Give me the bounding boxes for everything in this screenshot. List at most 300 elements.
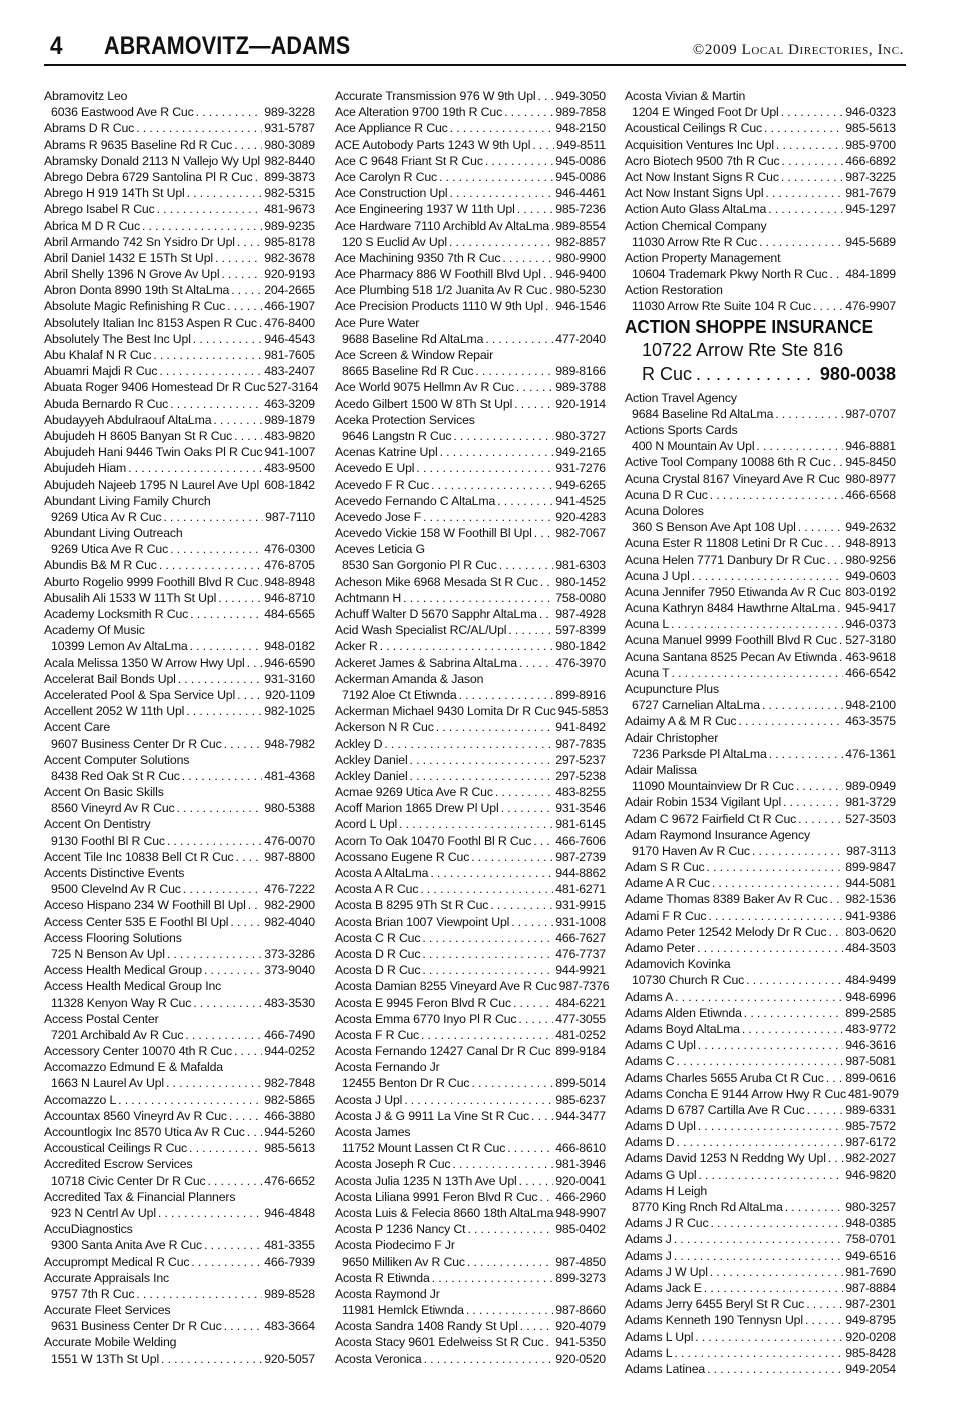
listing-name: Acupuncture Plus [625,682,719,696]
listing-name: Acuna Santana 8525 Pecan Av Etiwnda [625,649,837,664]
listing-name: Acuna Jennifer 7950 Etiwanda Av R Cuc [625,584,841,599]
listing-phone: 944-0252 [264,1044,315,1059]
listing-name: 9269 Utica Av R Cuc [51,509,162,524]
listing-name: Acosta D R Cuc [335,946,421,961]
listing-name: Accountax 8560 Vineyrd Av R Cuc [44,1108,227,1123]
leader-dots [705,859,844,875]
listing-name: AccuDiagnostics [44,1222,133,1237]
listing-name: 7192 Aloe Ct Etiwnda [342,687,457,702]
listing-phone: 466-7606 [555,833,606,848]
leader-dots [175,800,263,816]
listing-name: Adams L Upl [625,1329,694,1344]
listing-phone: 920-9193 [264,267,315,282]
listing-name: Acosta D R Cuc [335,963,421,978]
leader-dots [543,298,553,314]
listing-row [44,120,315,136]
leader-dots [796,519,843,535]
leader-dots [794,778,843,794]
listing-name: Ace Construction Upl [335,186,448,201]
listing-name: Accoustical Ceilings R Cuc [44,1141,188,1156]
leader-dots [232,1043,262,1059]
listing-phone: 758-0701 [845,1232,896,1247]
listing-row [625,519,896,535]
listing-row [335,1173,606,1189]
listing-phone: 466-7939 [264,1254,315,1269]
listing-phone: 476-8705 [264,558,315,573]
listing-row [625,1264,896,1280]
listing-row [44,736,315,752]
listing-name: Abu Khalaf N R Cuc [44,348,152,362]
listing-name: Acuna L [625,617,670,632]
listing-name: Accents Distinctive Events [44,866,185,880]
listing-row [335,250,606,266]
listing-row [335,800,606,816]
listing-name: Acosta C R Cuc [335,930,421,945]
listing-column-1 [44,88,319,1367]
listing-row [625,1005,896,1021]
listing-name: Abrego Isabel R Cuc [44,202,155,217]
listing-row [335,282,606,298]
leader-dots [232,428,262,444]
listing-row [625,1345,896,1361]
listing-name: Abrego H 919 14Th St Upl [44,186,185,201]
listing-name: Acosta Vivian & Martin [625,89,746,103]
listing-row [335,655,606,671]
featured-listing-phone: 980-0038 [819,363,896,384]
listing-name: Accomazzo Edmund E & Mafalda [44,1060,223,1075]
listing-name: Ace Carolyn R Cuc [335,169,438,184]
leader-dots [176,671,262,687]
listing-row [625,406,896,422]
leader-dots [168,541,262,557]
leader-dots [803,1312,843,1328]
leader-dots [708,1215,843,1231]
listing-phone: 803-0620 [845,924,896,939]
listing-column-3 [625,88,899,1377]
listing-name: Acosta Liliana 9991 Feron Blvd R Cuc [335,1189,538,1204]
listing-phone: 987-2739 [555,849,606,864]
listing-phone: 987-8660 [555,1303,606,1318]
listing-name: Adamovich Kovinka [625,957,731,972]
leader-dots [514,379,553,395]
leader-dots [219,266,262,282]
listing-phone: 483-8255 [555,785,606,800]
listing-name: Adam Raymond Insurance Agency [625,827,810,842]
listing-name: Act Now Instant Signs R Cuc [625,169,779,184]
listing-row [44,897,315,913]
listing-phone: 463-3575 [845,714,896,729]
copyright-notice: ©2009 Local Directories, Inc. [692,42,904,58]
listing-name: Acosta J & G 9911 La Vine St R Cuc [335,1108,530,1123]
listing-row [44,137,315,153]
listing-phone: 297-5238 [555,768,606,783]
listing-phone: 920-0041 [555,1173,606,1188]
listing-name: Acuna Manuel 9999 Foothill Blvd R Cuc [625,633,837,648]
listing-row [335,995,606,1011]
listing-name: Abrica M D R Cuc [44,218,140,233]
listing-phone: 941-8492 [555,720,606,735]
listing-name: Adami F R Cuc [625,908,707,923]
listing-phone: 987-8800 [264,849,315,864]
listing-row [335,606,606,622]
listing-phone: 466-1907 [264,299,315,314]
listing-phone: 920-4283 [555,509,606,524]
listing-name: Abramovitz Leo [44,89,128,103]
listing-heading [44,1059,315,1075]
listing-name: Adair Malissa [625,762,697,777]
listing-row [335,962,606,978]
listing-row [44,1173,315,1189]
listing-heading [44,978,315,994]
leader-dots [531,833,553,849]
listing-name: 8530 San Gorgonio Pl R Cuc [342,558,497,573]
listing-heading [335,347,606,363]
leader-dots [835,600,843,616]
leader-dots [493,784,553,800]
listing-name: Accessory Center 10070 4th R Cuc [44,1044,232,1059]
listing-name: Ackley D [335,736,383,751]
listing-name: Adams J [625,1248,672,1263]
listing-phone: 899-8916 [555,687,606,702]
leader-dots [706,908,843,924]
listing-name: 725 N Benson Av Upl [51,946,165,961]
listing-heading [44,816,315,832]
leader-dots [499,800,554,816]
listing-phone: 981-7690 [845,1264,896,1279]
listing-phone: 946-8881 [845,439,896,454]
listing-phone: 987-5081 [845,1054,896,1069]
listing-heading [335,412,606,428]
listing-name: Accredited Tax & Financial Planners [44,1189,236,1204]
listing-row [335,525,606,541]
listing-row [335,930,606,946]
listing-name: Adams Alden Etiwnda [625,1005,742,1020]
listing-row [44,1043,315,1059]
listing-name: Adams D 6787 Cartilla Ave R Cuc [625,1102,805,1117]
listing-name: Ace Engineering 1937 W 11th Upl [335,202,515,217]
listing-row [44,1140,315,1156]
listing-phone: 466-3880 [264,1108,315,1123]
leader-dots [831,454,843,470]
listing-heading [44,719,315,735]
listing-name: Abrego Debra 6729 Santolina Pl R Cuc [44,169,253,184]
listing-row [44,800,315,816]
listing-row [625,940,896,956]
listing-row [44,995,315,1011]
listing-row [625,1134,896,1150]
listing-phone: 931-3546 [555,801,606,816]
listing-row [335,153,606,169]
listing-name: Academy Of Music [44,623,145,638]
listing-phone: 931-7276 [555,461,606,476]
leader-dots [710,875,843,891]
listing-name: Adams J W Upl [625,1264,708,1279]
listing-name: Abudayyeh Abdulraouf AltaLma [44,412,212,427]
listing-phone: 758-0080 [555,590,606,605]
listing-name: Achuff Walter D 5670 Sapphr AltaLma [335,607,537,621]
leader-dots [429,477,553,493]
listing-phone: 989-9235 [264,218,315,233]
listing-name: Adams H Leigh [625,1183,708,1198]
listing-row [44,315,315,331]
listing-phone: 989-1879 [264,412,315,427]
listing-phone: 204-2665 [264,283,315,298]
listing-name: Adams Jack E [625,1280,702,1295]
listing-row [335,1075,606,1091]
listing-row [625,137,896,153]
listing-name: Acosta Damian 8255 Vineyard Ave R Cuc [335,979,557,994]
leader-dots [692,362,816,386]
listing-name: Acosta Sandra 1408 Randy St Upl [335,1319,518,1334]
leader-dots [693,1329,843,1345]
listing-name: Abujudeh Najeeb 1795 N Laurel Ave Upl [44,477,260,492]
leader-dots [465,1254,553,1270]
listing-name: Ackerman Michael 9430 Lomita Dr R Cuc [335,704,556,719]
listing-phone: 803-0192 [845,584,896,599]
listing-row [335,833,606,849]
listing-row [44,234,315,250]
listing-phone: 987-3113 [846,843,896,858]
listing-row [44,1351,315,1367]
listing-row [44,1254,315,1270]
leader-dots [421,509,553,525]
listing-row [44,946,315,962]
listing-row [44,169,315,185]
listing-name: Acossano Eugene R Cuc [335,849,470,864]
listing-phone: 980-3727 [555,428,606,443]
listing-row [335,104,606,120]
leader-dots [155,201,263,217]
leader-dots [168,396,262,412]
listing-phone: 982-8440 [264,153,315,168]
listing-name: Acevedo F R Cuc [335,477,430,492]
listing-phone: 948-2150 [555,121,606,136]
listing-heading [625,503,896,519]
leader-dots [796,811,843,827]
listing-name: Accelerat Bail Bonds Upl [44,671,176,686]
listing-row [335,379,606,395]
listing-heading [44,622,315,638]
listing-name: Acuna J Upl [625,568,690,583]
listing-row [625,1070,896,1086]
listing-row [335,1092,606,1108]
page-header [44,30,906,66]
listing-phone: 476-1361 [845,746,896,761]
listing-name: Acevedo Fernando C AltaLma [335,493,496,508]
listing-row [335,1351,606,1367]
listing-phone: 944-8862 [555,866,606,880]
listing-phone: 899-3273 [555,1270,606,1285]
listing-phone: 484-1899 [845,267,896,282]
listing-name: Access Postal Center [44,1011,159,1026]
listing-row [44,914,315,930]
listing-name: 8665 Baseline Rd R Cuc [342,364,474,379]
listing-name: Absolute Magic Refinishing R Cuc [44,299,226,314]
leader-dots [811,298,843,314]
leader-dots [708,1264,843,1280]
listing-row [625,778,896,794]
listing-row [44,218,315,234]
listing-name: Acid Wash Specialist RC/AL/Upl [335,623,507,638]
listing-name: Adams C Upl [625,1038,696,1053]
listing-heading [44,1156,315,1172]
listing-row [625,713,896,729]
listing-heading [44,1011,315,1027]
leader-dots [420,946,553,962]
listing-phone: 981-7679 [845,186,896,201]
listing-phone: 989-8528 [264,1286,315,1301]
listing-name: Abundant Living Outreach [44,526,183,541]
listing-phone: 373-9040 [264,963,315,978]
listing-row [335,1302,606,1318]
listing-name: Adams C [625,1054,675,1069]
listing-row [335,687,606,703]
listing-row [625,1199,896,1215]
listing-phone: 899-2585 [845,1005,896,1020]
listing-name: Adair Christopher [625,730,719,745]
listing-name: Acosta Stacy 9601 Edelweiss St R Cuc [335,1335,544,1350]
listing-name: Accredited Escrow Services [44,1157,193,1172]
listing-phone: 982-3678 [264,250,315,265]
leader-dots [414,460,553,476]
listing-phone: 920-0208 [845,1329,896,1344]
listing-phone: 981-3729 [845,795,896,810]
listing-heading [44,1334,315,1350]
listing-row [44,460,315,476]
leader-dots [675,1053,844,1069]
listing-name: Adam C 9672 Fairfield Ct R Cuc [625,811,797,826]
listing-name: Actions Sports Cards [625,423,738,437]
listing-name: Adams D Upl [625,1119,696,1134]
listing-phone: 477-3055 [555,1011,606,1026]
listing-phone: 941-5350 [555,1335,606,1350]
listing-phone: 476-7737 [555,946,606,961]
listing-name: Acuna Helen 7771 Danbury Dr R Cuc [625,552,826,567]
listing-phone: 985-6237 [555,1092,606,1107]
listing-phone: 949-8795 [845,1313,896,1328]
leader-dots [828,891,844,907]
listing-name: Acord L Upl [335,817,398,832]
listing-phone: 941-9386 [845,908,896,923]
leader-dots [500,250,553,266]
listing-phone: 949-0603 [845,568,896,583]
listing-phone: 944-3477 [555,1108,606,1123]
listing-phone: 931-5787 [264,121,315,136]
listing-name: 7236 Parksde Pl AltaLma [632,746,767,761]
leader-dots [512,396,553,412]
listing-name: Acosta P 1236 Nancy Ct [335,1222,466,1237]
listing-row [625,1102,896,1118]
featured-listing-city: R Cuc [642,363,693,384]
leader-dots [191,331,262,347]
listing-phone: 987-7110 [265,509,315,524]
listing-phone: 483-3664 [264,1319,315,1334]
listing-name: Ackley Daniel [335,752,408,767]
listing-name: Acevedo Vickie 158 W Foothill Bl Upl [335,526,532,541]
listing-name: Acker R [335,639,378,654]
listing-row [335,396,606,412]
listing-row [44,250,315,266]
leader-dots [505,1140,553,1156]
leader-dots [705,1361,843,1377]
listing-row [44,557,315,573]
listing-row [44,541,315,557]
listing-row [44,849,315,865]
listing-row [625,1086,899,1102]
listing-row [335,201,606,217]
listing-phone: 476-3970 [555,655,606,670]
leader-dots [675,1134,844,1150]
listing-name: Action Travel Agency [625,390,737,405]
listing-row [625,438,896,454]
listing-row [335,1205,606,1221]
leader-dots [672,1231,843,1247]
listing-row [625,169,896,185]
listing-name: 9300 Santa Anita Ave R Cuc [51,1238,203,1253]
listing-phone: 985-7236 [555,202,606,217]
listing-phone: 980-9900 [555,250,606,265]
listing-phone: 463-3209 [264,396,315,411]
listing-phone: 946-4543 [264,331,315,346]
listing-phone: 527-3503 [845,811,896,826]
listing-name: Adame Thomas 8389 Baker Av R Cuc [625,892,828,907]
listing-phone: 948-0182 [264,639,315,654]
listing-row [44,638,315,654]
listing-phone: 989-3228 [264,105,315,120]
listing-phone: 985-7572 [845,1119,896,1134]
listing-name: 1204 E Winged Foot Dr Upl [632,105,779,120]
listing-phone: 920-0520 [555,1351,606,1366]
listing-name: Action Auto Glass AltaLma [625,202,767,217]
listing-row [335,574,606,590]
leader-dots [696,1167,843,1183]
listing-row [335,1270,606,1286]
listing-phone: 948-0385 [845,1216,896,1231]
listing-phone: 980-5388 [264,801,315,816]
listing-phone: 466-2960 [555,1189,606,1204]
listing-phone: 297-5237 [555,752,606,767]
listing-name: 12455 Benton Dr R Cuc [342,1076,470,1091]
listing-phone: 981-7605 [264,348,315,362]
listing-row [44,185,315,201]
listing-name: Ackerson N R Cuc [335,720,434,735]
listing-name: Ace Screen & Window Repair [335,348,494,362]
listing-name: Accent On Basic Skills [44,785,164,800]
listing-phone: 946-4848 [264,1205,315,1220]
listing-heading [44,930,315,946]
listing-phone: 945-1297 [845,202,896,217]
leader-dots [202,1237,262,1253]
listing-name: Acosta J Upl [335,1092,403,1107]
leader-dots [740,1021,843,1037]
leader-dots [804,1296,843,1312]
listing-phone: 944-5081 [845,876,896,891]
listing-phone: 948-7982 [264,736,315,751]
listing-heading [335,671,606,687]
leader-dots [826,1150,843,1166]
listing-phone: 982-1025 [264,704,315,719]
listing-name: Abusalih Ali 1533 W 11Th St Upl [44,590,217,605]
listing-name: Acosta Luis & Felecia 8660 18th AltaLma [335,1205,554,1220]
listing-phone: 466-6892 [845,153,896,168]
listing-row [335,428,606,444]
leader-dots [222,736,263,752]
leader-dots [434,719,553,735]
leader-dots [438,444,554,460]
listing-heading [625,762,896,778]
leader-dots [465,1221,553,1237]
listing-row [44,1286,315,1302]
